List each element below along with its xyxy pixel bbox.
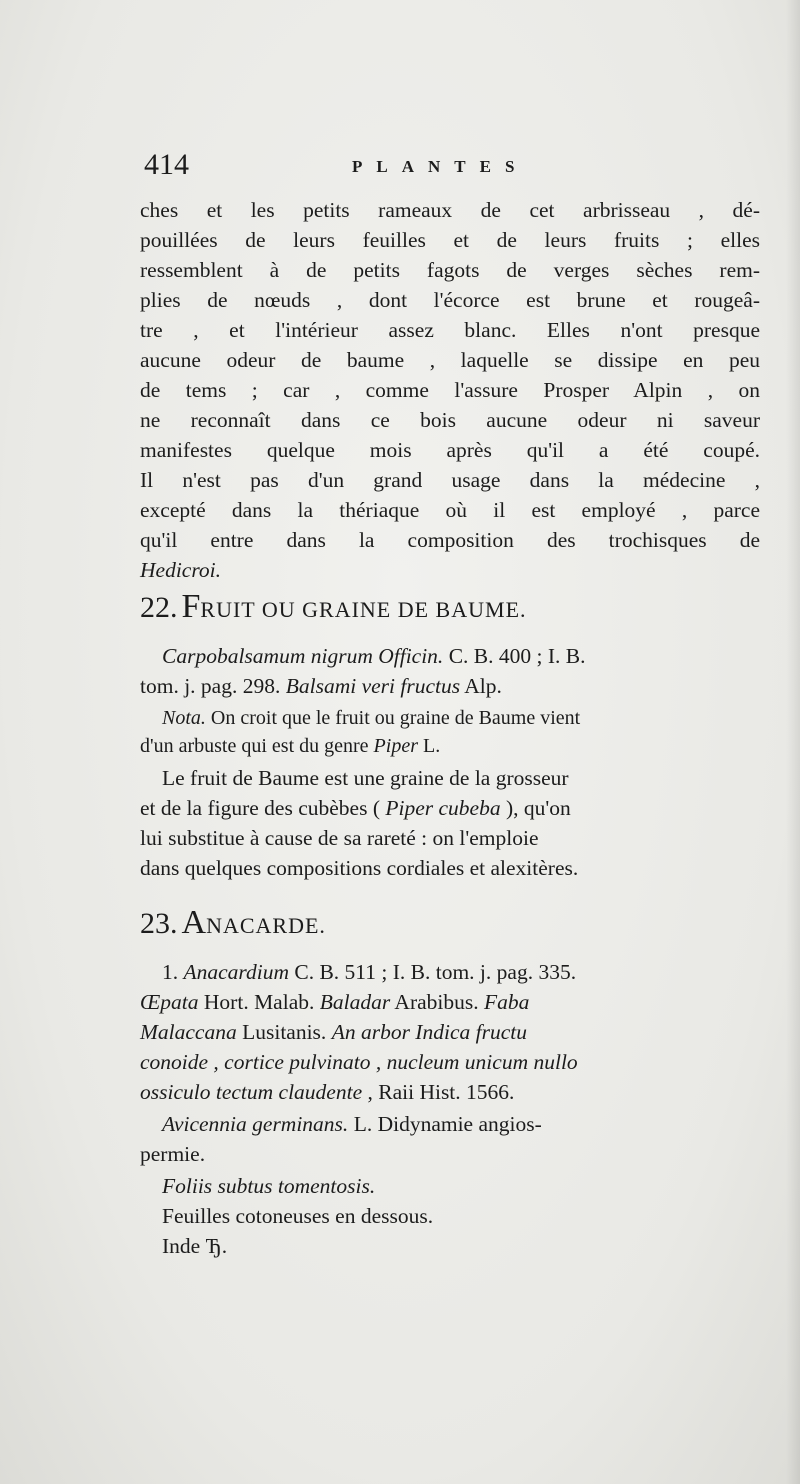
text-line: plies de nœuds , dont l'écorce est brune et rougeâ- (140, 288, 760, 312)
text-line: Le fruit de Baume est une graine de la grosseur (162, 766, 569, 790)
page-header (140, 148, 760, 188)
synonym-line: Carpobalsamum nigrum Officin. C. B. 400 ; I. B. (162, 644, 586, 668)
page-number: 414 (144, 148, 189, 181)
section-23-heading (140, 904, 326, 942)
text-line: Foliis subtus tomentosis. (162, 1174, 376, 1198)
synonym-line: Œpata Hort. Malab. Baladar Arabibus. Faba (140, 990, 530, 1014)
section-initial: F (181, 588, 201, 625)
text-line: Avicennia germinans. L. Didynamie angios- (162, 1112, 542, 1136)
synonym-line: ossiculo tectum claudente , Raii Hist. 1566. (140, 1080, 515, 1104)
nota-line: d'un arbuste qui est du genre Piper L. (140, 735, 441, 757)
text-line: manifestes quelque mois après qu'il a été coupé. (140, 438, 760, 462)
text-line: ressemblent à de petits fagots de verges sèches rem- (140, 258, 760, 282)
text-line: Inde Ђ. (162, 1234, 228, 1258)
nota-line: Nota. On croit que le fruit ou graine de Baume vient (162, 707, 581, 729)
text-line: ne reconnaît dans ce bois aucune odeur ni saveur (140, 408, 760, 432)
text-line: pouillées de leurs feuilles et de leurs fruits ; elles (140, 228, 760, 252)
text-line: dans quelques compositions cordiales et alexitères. (140, 856, 579, 880)
synonym-line: conoide , cortice pulvinato , nucleum unicum nullo (140, 1050, 578, 1074)
text-line: lui substitue à cause de sa rareté : on l'emploie (140, 826, 539, 850)
text-line: qu'il entre dans la composition des trochisques de (140, 528, 760, 552)
running-title: PLANTES (352, 157, 529, 176)
section-number: 22. (140, 591, 178, 624)
page-edge-shadow (786, 0, 800, 1484)
synonym-line: tom. j. pag. 298. Balsami veri fructus Alp. (140, 674, 502, 698)
text-line: Il n'est pas d'un grand usage dans la médecine , (140, 468, 760, 492)
text-line: permie. (140, 1142, 206, 1166)
text-line: et de la figure des cubèbes ( Piper cubeba ), qu'on (140, 796, 571, 820)
synonym-line: 1. Anacardium C. B. 511 ; I. B. tom. j. pag. 335. (162, 960, 577, 984)
section-number: 23. (140, 907, 178, 940)
section-22-heading (140, 588, 527, 626)
text-line: aucune odeur de baume , laquelle se dissipe en peu (140, 348, 760, 372)
section-title: RUIT OU GRAINE DE BAUME. (200, 597, 527, 622)
section-title: NACARDE. (206, 913, 326, 938)
text-line: tre , et l'intérieur assez blanc. Elles n'ont presque (140, 318, 760, 342)
synonym-line: Malaccana Lusitanis. An arbor Indica fructu (140, 1020, 527, 1044)
text-line: de tems ; car , comme l'assure Prosper Alpin , on (140, 378, 760, 402)
text-line: ches et les petits rameaux de cet arbrisseau , dé- (140, 198, 760, 222)
text-line: excepté dans la thériaque où il est employé , parce (140, 498, 760, 522)
text-line: Hedicroi. (140, 558, 222, 582)
text-line: Feuilles cotoneuses en dessous. (162, 1204, 434, 1228)
section-initial: A (181, 904, 207, 941)
